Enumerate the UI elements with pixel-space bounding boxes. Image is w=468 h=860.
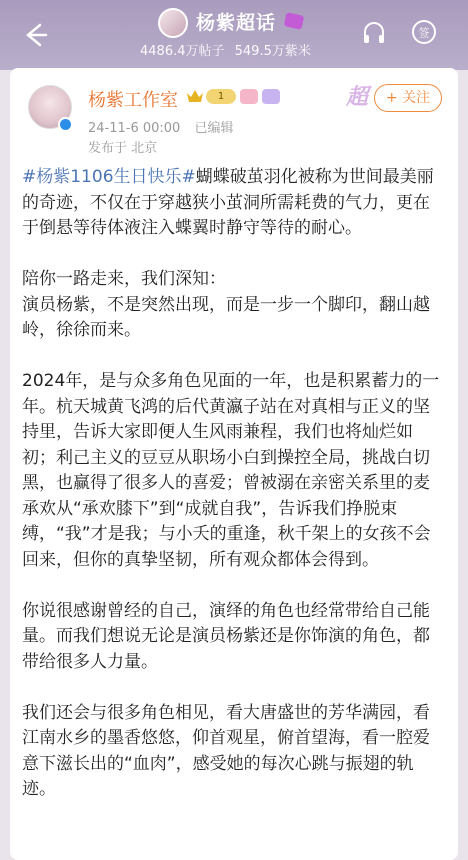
- author-name[interactable]: 杨紫工作室: [88, 90, 178, 111]
- paragraph-5: 我们还会与很多角色相见，看大唐盛世的芳华满园，看江南水乡的墨香悠悠，仰首观星，俯首望海，看一腔爱意下滋长出的“血肉”，感受她的每次心跳与振翅的轨迹。: [22, 702, 430, 799]
- post-location: 发布于 北京: [88, 141, 158, 156]
- paragraph-2: 陪你一路走来，我们深知： 演员杨紫，不是突然出现，而是一步一个脚印，翻山越岭，徐徐而来。: [22, 269, 430, 340]
- post-date: 24-11-6 00:00: [88, 121, 181, 136]
- svg-text:签: 签: [418, 26, 430, 40]
- topic-stats: [140, 40, 317, 59]
- topic-header: [0, 0, 468, 70]
- back-arrow-icon[interactable]: [20, 20, 50, 50]
- sign-in-icon[interactable]: [410, 18, 438, 46]
- post-edited: 已编辑: [194, 121, 234, 136]
- paragraph-3: 2024年，是与众多角色见面的一年，也是积累蓄力的一年。杭天城黄飞鸿的后代黄瀛子站在对真相与正义的坚持里，告诉大家即便人生风雨兼程，我们也将灿烂如初；利己主义的豆豆从职场小白到操控全局，挑战白切黑，也赢得了很多人的喜爱；曾被溺在亲密关系里的麦承欢从“承欢膝下”到“成就自我”，告诉我们挣脱束缚，“我”才是我；与小夭的重逢，秋千架上的女孩不会回来，但你的真挚坚韧，所有观众都体会得到。: [22, 371, 440, 570]
- topic-avatar[interactable]: [158, 8, 188, 38]
- members-count: 549.5万紫米: [234, 44, 311, 59]
- verified-icon: [58, 117, 73, 132]
- vip-badge-icon: [262, 89, 280, 104]
- topic-title: 杨紫超话: [196, 12, 277, 34]
- post-meta: [88, 117, 244, 136]
- paragraph-4: 你说很感谢曾经的自己，演绎的角色也经常带给自己能量。而我们想说无论是演员杨紫还是你饰演的角色，都带给很多人力量。: [22, 600, 430, 672]
- post-body: [22, 165, 446, 828]
- topic-badge-icon: [284, 12, 305, 29]
- headphones-icon[interactable]: [360, 18, 388, 46]
- posts-count: 4486.4万帖子: [140, 44, 225, 59]
- chao-watermark: 超: [346, 84, 369, 110]
- crown-icon: [186, 88, 204, 104]
- fan-badge-icon: [240, 89, 258, 104]
- hashtag-link[interactable]: #杨紫1106生日快乐#: [22, 167, 196, 187]
- paragraph-1-text: 蝴蝶破茧羽化被称为世间最美丽的奇迹，不仅在于穿越狭小茧洞所需耗费的气力，更在于倒悬等待体液注入蝶翼时静守等待的耐心。: [22, 167, 434, 238]
- follow-button[interactable]: + 关注: [374, 84, 442, 112]
- paragraph-1: [22, 165, 446, 242]
- level-badge: 1: [206, 89, 236, 104]
